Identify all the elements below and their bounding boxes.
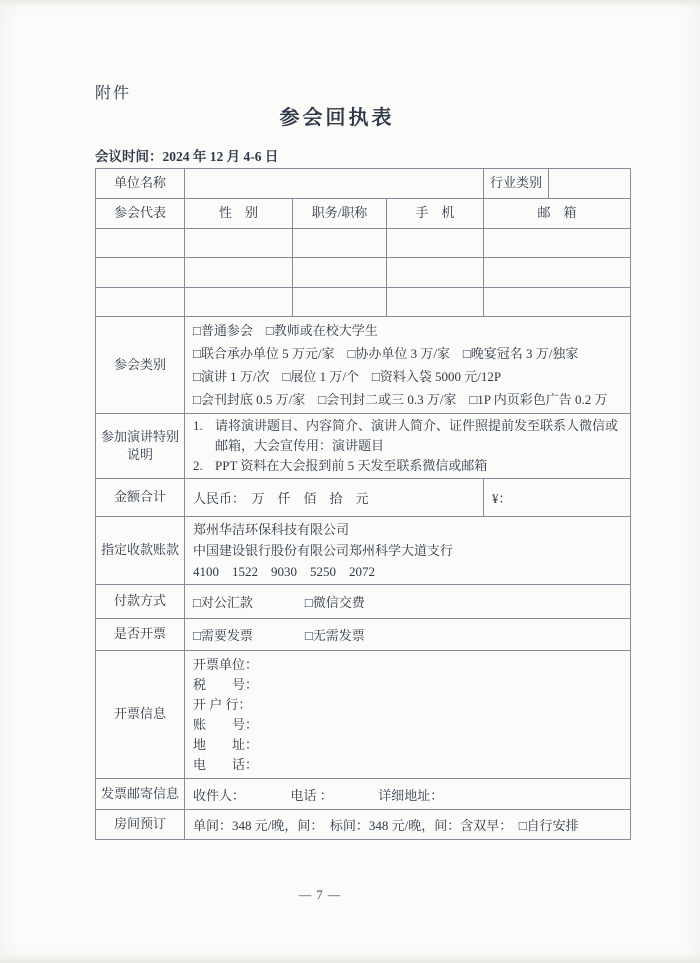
empty-cell <box>96 229 185 258</box>
invoice-info-label: 开票信息 <box>96 651 185 779</box>
empty-cell <box>484 258 631 288</box>
industry-label: 行业类别 <box>484 169 549 199</box>
row-invoice-info <box>96 651 631 779</box>
item-text: PPT 资料在大会报到前 5 天发至联系微信或邮箱 <box>215 458 488 473</box>
row-payee-account <box>96 517 631 585</box>
empty-cell <box>185 288 293 317</box>
invoice-field-label: 账 号： <box>193 716 259 732</box>
item-number: 2. <box>193 458 203 473</box>
gender-header: 性 别 <box>185 199 293 229</box>
empty-cell <box>96 288 185 317</box>
meeting-time-text: 会议时间：2024 年 12 月 4-6 日 <box>95 149 279 164</box>
speech-note-label-line2: 说明 <box>126 447 153 462</box>
amount-currency-cell: ¥： <box>484 479 631 517</box>
invoice-field-label: 电 话： <box>193 756 259 772</box>
invoice-needed-options: □需要发票 □无需发票 <box>185 619 631 651</box>
category-option-line: □会刊封底 0.5 万/家 □会刊封二或三 0.3 万/家 □1P 内页彩色广告 0.2 万 <box>193 392 608 407</box>
attendee-row <box>96 229 631 258</box>
rep-header-label: 参会代表 <box>96 199 185 229</box>
scan-edge-top <box>0 0 700 6</box>
attendee-row <box>96 258 631 288</box>
row-amount <box>96 479 631 517</box>
payment-method-options: □对公汇款 □微信交费 <box>185 585 631 619</box>
invoice-field-label: 开票单位： <box>193 656 259 672</box>
scan-edge-bottom <box>0 955 700 963</box>
item-text: 请将演讲题目、内容简介、演讲人简介、证件照提前发至联系人微信或邮箱，大会宣传用：演讲题目 <box>215 418 619 453</box>
payee-company-name: 郑州华洁环保科技有限公司 <box>193 522 350 537</box>
empty-cell <box>484 229 631 258</box>
row-payment-method <box>96 585 631 619</box>
unit-name-label: 单位名称 <box>96 169 185 199</box>
category-option-line: □演讲 1 万/次 □展位 1 万/个 □资料入袋 5000 元/12P <box>193 369 502 384</box>
row-invoice-needed <box>96 619 631 651</box>
payee-bank-name: 中国建设银行股份有限公司郑州科学大道支行 <box>193 543 454 558</box>
invoice-mailing-label: 发票邮寄信息 <box>96 779 185 810</box>
empty-cell <box>387 258 484 288</box>
speech-note-label <box>96 414 185 479</box>
payee-account-label: 指定收款账款 <box>96 517 185 585</box>
payee-account-cell <box>185 517 631 585</box>
amount-rmb-cell: 人民币： 万 仟 佰 拾 元 <box>185 479 484 517</box>
empty-cell <box>387 229 484 258</box>
room-booking-text: 单间：348 元/晚，间： 标间：348 元/晚，间：含双早： □自行安排 <box>185 810 631 840</box>
page-number: — 7 — <box>298 888 342 902</box>
invoice-field-label: 地 址： <box>193 736 259 752</box>
speech-note-cell <box>185 414 631 479</box>
title-header: 职务/职称 <box>293 199 387 229</box>
empty-cell <box>185 229 293 258</box>
page-title: 参会回执表 <box>279 107 395 129</box>
category-option-line: □联合承办单位 5 万元/家 □协办单位 3 万/家 □晚宴冠名 3 万/独家 <box>193 346 579 361</box>
empty-cell <box>293 288 387 317</box>
invoice-field-label: 税 号： <box>193 676 259 692</box>
category-label: 参会类别 <box>96 317 185 414</box>
row-category <box>96 317 631 414</box>
payment-method-label: 付款方式 <box>96 585 185 619</box>
room-booking-label: 房间预订 <box>96 810 185 840</box>
phone-header: 手 机 <box>387 199 484 229</box>
invoice-needed-label: 是否开票 <box>96 619 185 651</box>
empty-cell <box>484 288 631 317</box>
row-room-booking <box>96 810 631 840</box>
row-speech-note <box>96 414 631 479</box>
attendee-row <box>96 288 631 317</box>
row-unit-name <box>96 169 631 199</box>
reply-form-table <box>95 168 631 840</box>
invoice-mailing-fields: 收件人： 电话 ： 详细地址： <box>185 779 631 810</box>
empty-cell <box>387 288 484 317</box>
invoice-field-label: 开 户 行： <box>193 696 252 712</box>
category-options-cell <box>185 317 631 414</box>
row-rep-header <box>96 199 631 229</box>
industry-value-cell <box>549 169 631 199</box>
empty-cell <box>293 258 387 288</box>
amount-label: 金额合计 <box>96 479 185 517</box>
category-option-line: □普通参会 □教师或在校大学生 <box>193 323 378 338</box>
item-number: 1. <box>193 418 203 433</box>
speech-note-item <box>193 416 622 456</box>
speech-note-label-line1: 参加演讲特别 <box>100 428 179 444</box>
empty-cell <box>293 229 387 258</box>
payee-account-number: 4100 1522 9030 5250 2072 <box>193 564 376 579</box>
attachment-label: 附件 <box>95 85 132 102</box>
speech-note-item <box>193 456 622 476</box>
empty-cell <box>96 258 185 288</box>
empty-cell <box>185 258 293 288</box>
email-header: 邮 箱 <box>484 199 631 229</box>
invoice-info-cell <box>185 651 631 779</box>
row-invoice-mailing <box>96 779 631 810</box>
unit-name-value-cell <box>185 169 484 199</box>
